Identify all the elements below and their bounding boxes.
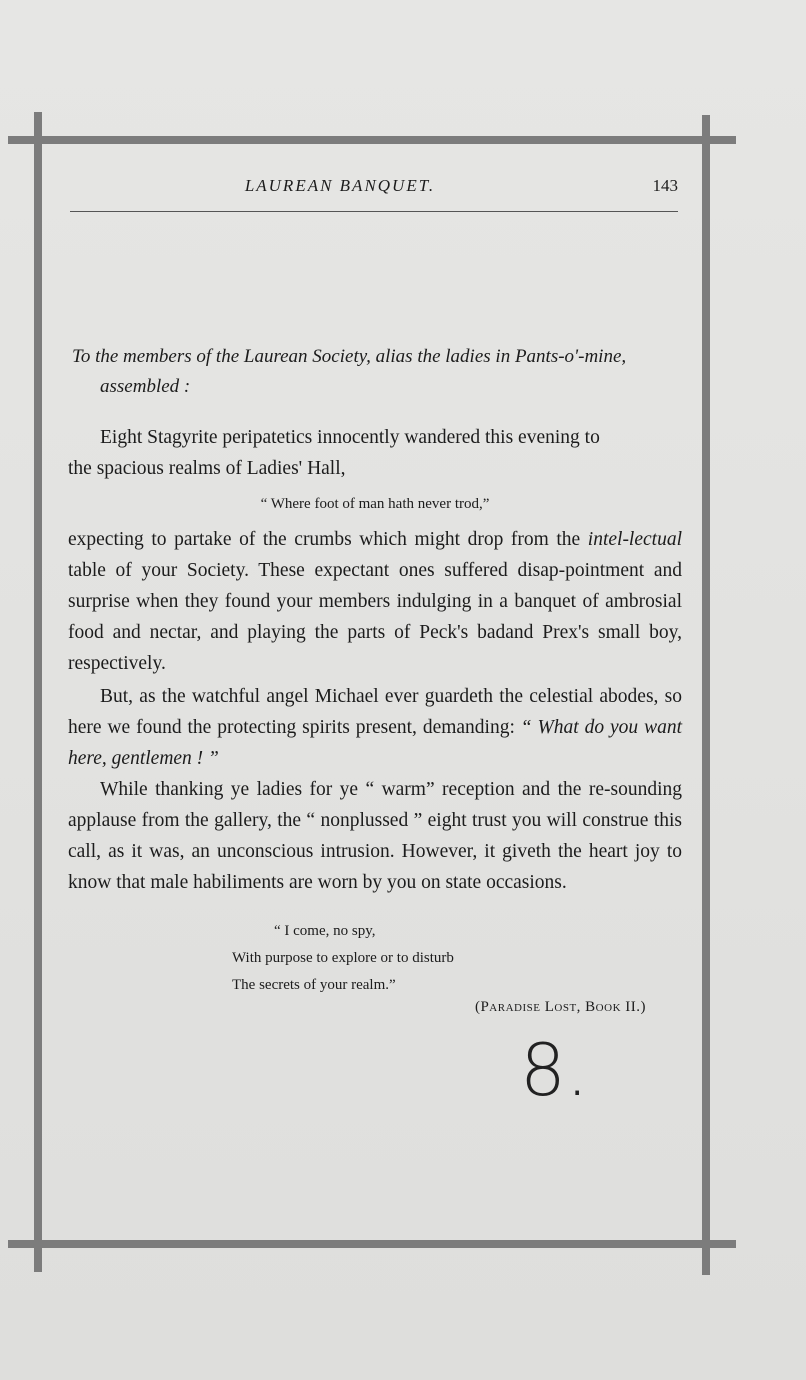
paragraph-2-italic: intel-lectual [587, 529, 682, 550]
verse-quotation [232, 918, 562, 999]
attribution-open: ( [474, 999, 481, 1015]
header-divider [70, 211, 678, 212]
inline-quotation: “ Where foot of man hath never trod,” [260, 496, 490, 512]
paragraph-4: While thanking ye ladies for ye “ warm” reception and the re-sounding applause from the gallery, the “ nonplussed ” eight trust you will construe this call, as it was, an unconscious intrusion. However, it giveth the heart joy to know that male habiliments are worn by you on state occasions. [68, 779, 682, 893]
paragraph-2-text-b: table of your Society. These expectant ones suffered disap-pointment and surprise when they found your members indulging in a banquet of ambrosial food and nectar, and playing the parts of Peck's badand Prex's small boy, respectively. [68, 560, 682, 674]
frame-top-rule [8, 136, 736, 144]
paragraph-3 [68, 681, 682, 774]
page-number: 143 [652, 176, 678, 195]
salutation-line-2: assembled : [100, 376, 191, 397]
paragraph-3-text: But, as the watchful angel Michael ever guardeth the celestial abodes, so here we found the protecting spirits present, demanding: [68, 686, 682, 738]
paragraph-2-text-a: expecting to partake of the crumbs which might drop from the [68, 529, 588, 550]
verse-line-3: The secrets of your realm.” [232, 977, 396, 993]
paragraph-1-line-1: Eight Stagyrite peripatetics innocently wandered this evening to [100, 427, 600, 448]
paragraph-1 [68, 422, 682, 484]
paragraph-2 [68, 524, 682, 679]
frame-left-rule [34, 112, 42, 1272]
salutation-line-1: To the members of the Laurean Society, alias the ladies in Pants-o'-mine, [72, 346, 627, 367]
paragraph-3-italic-quote: “ What do you want here, gentlemen ! ” [68, 717, 682, 769]
frame-right-rule [702, 115, 710, 1275]
salutation [72, 342, 682, 402]
running-head: LAUREAN BANQUET. [244, 176, 436, 195]
frame-bottom-rule [8, 1240, 736, 1248]
attribution-work: Paradise Lost, [480, 999, 581, 1015]
paragraph-1-line-2: the spacious realms of Ladies' Hall, [68, 458, 346, 479]
verse-line-1: “ I come, no spy, [274, 923, 376, 939]
signature: 8. [520, 1028, 589, 1112]
attribution-book: Book II. [580, 999, 641, 1015]
attribution-close: ) [640, 999, 646, 1015]
verse-attribution [400, 999, 646, 1016]
verse-line-2: With purpose to explore or to disturb [232, 950, 454, 966]
